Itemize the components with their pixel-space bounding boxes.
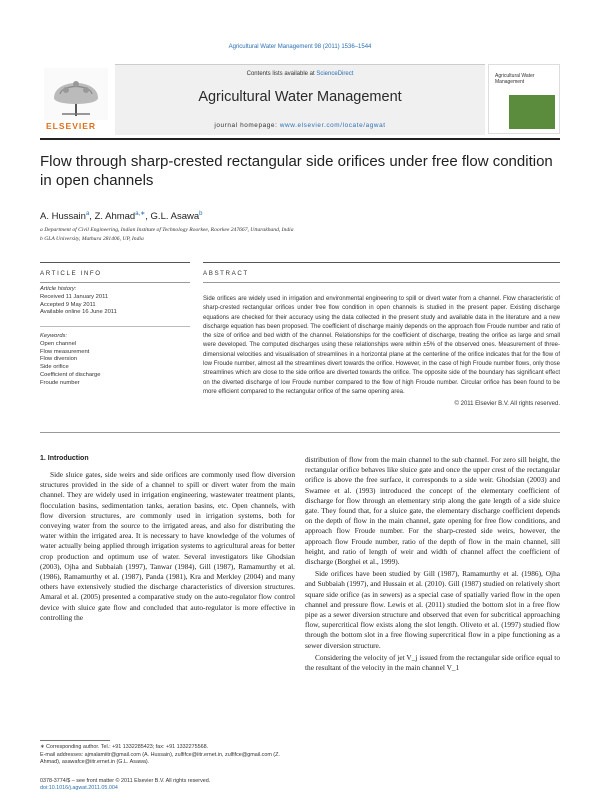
journal-header — [115, 64, 485, 135]
author-name[interactable]: G.L. Asawa — [150, 211, 200, 223]
author-name[interactable]: Z. Ahmad — [94, 211, 136, 223]
cover-image — [509, 95, 555, 129]
journal-cover-thumbnail — [488, 64, 560, 134]
keyword: Coefficient of discharge — [40, 371, 101, 378]
paragraph: Side orifices have been studied by Gill (1987), Ramamurthy et al. (1986), Ojha and Subbaiah (1997), and Hussain et al. (2010). Gill (1987) studied on relatively short square side orifice (as in sewers) as a special case of spatially varied flow in the open channel and pressure flow. Lewis et al. (2011) studied the bottom slot in a free flow pipe as a sewer diversion structure and observed that even for subcritical approaching flow, supercritical flow exists along the slot length. Oliveto et al. (1997) studied flow through the bottom slot in a free flowing supercritical flow in a pipe functioning as a sewer diversion structure. — [305, 569, 560, 650]
issn-line: 0378-3774/$ – see front matter © 2011 Elsevier B.V. All rights reserved. — [40, 778, 211, 784]
keyword: Flow diversion — [40, 356, 78, 363]
divider — [203, 262, 560, 263]
author-affil-marker: b — [199, 211, 203, 217]
header-rule — [40, 138, 560, 140]
affiliation: a Department of Civil Engineering, Indian Institute of Technology Roorkee, Roorkee 247667, Uttarakhand, India — [40, 227, 294, 233]
article-history — [40, 286, 190, 317]
history-item: Accepted 9 May 2011 — [40, 301, 96, 308]
article-info-heading: ARTICLE INFO — [40, 270, 102, 277]
cover-title: Agricultural Water Management — [495, 73, 535, 85]
section-heading: 1. Introduction — [40, 455, 89, 462]
footnotes — [40, 744, 295, 767]
page-footer — [40, 778, 210, 792]
elsevier-logo — [40, 64, 112, 134]
abstract-heading: ABSTRACT — [203, 270, 249, 277]
journal-banner — [40, 64, 560, 134]
corresponding-author-note: ∗ Corresponding author. Tel.: +91 1332285423; fax: +91 1332275568. — [40, 744, 209, 750]
contents-line: Contents lists available at ScienceDirect — [246, 71, 354, 77]
keywords-label: Keywords: — [40, 333, 68, 339]
paragraph: distribution of flow from the main channel to the sub channel. For zero sill height, the rectangular orifice behaves like sluice gate and once the upper crest of the rectangular orifice is above the free surface, it corresponds to a side weir. Ghodsian (2003) and Swamee et al. (1993) introduced the concept of the elementary coefficient of discharge for flow through an elementary strip along the gate length of a side sluice gate. They found that, for a sluice gate, the elementary discharge coefficient depends on the depth of flow in the main channel, gate opening for free flow conditions, and approach flow Froude number. For the sharp-crested side weirs, however, the approach flow Froude number, ratio of the depth of flow in the main channel, sill height, and ratio of length of weir and width of channel affect the coefficient of discharge (Borghei et al., 1999). — [305, 455, 560, 567]
journal-name: Agricultural Water Management — [198, 89, 402, 105]
elsevier-logo-text: ELSEVIER — [46, 121, 97, 131]
divider — [203, 282, 560, 283]
author-name[interactable]: A. Hussain — [40, 211, 86, 223]
history-item: Available online 16 June 2011 — [40, 309, 117, 316]
intro-left-column — [40, 470, 295, 623]
article-title: Flow through sharp-crested rectangular side orifices under free flow condition in open channels — [40, 153, 553, 189]
divider — [40, 432, 560, 433]
history-label: Article history: — [40, 286, 77, 292]
journal-homepage: journal homepage: www.elsevier.com/locate/agwat — [214, 122, 386, 129]
abstract-text: Side orifices are widely used in irrigation and environmental engineering to spill or divert water from a channel. Flow characteristic of sharp-crested rectangular orifices under free flow condition in open channels is studied in the present paper. Existing discharge equations are checked for their accuracy using the data collected in the present study and available data in the literature and a new discharge equation has been proposed. The coefficient of discharge mainly depends on the approach flow Froude number and ratio of the size of orifice and bed width of the channel. Relationships for the coefficient of discharge, treating the orifice as large and small were developed. The computed discharges using these relationships were within ±5% of the observed ones. Measurement of three-dimensional velocities and visualisation of streamlines in a horizontal plane at the centerline of the orifice indicates that for the flow of low Froude number, almost all the streamlines divert towards the orifice. However, in the case of high Froude number flows, only those streamlines which are close to the side orifice are diverted towards the orifice. The opposite side of the boundary has significant effect on the diverted discharge of low Froude number compared to the flow of high Froude number. Circular orifice has been found to be more efficient compared to the rectangular orifice of the same opening area. — [203, 296, 560, 395]
abstract-copyright: © 2011 Elsevier B.V. All rights reserved. — [454, 401, 560, 408]
paragraph: Considering the velocity of jet V_j issued from the rectangular side orifice equal to the resultant of the velocity in the main channel V_1 — [305, 652, 560, 673]
keyword: Flow measurement — [40, 348, 90, 355]
affiliation: b GLA University, Mathura 281406, UP, India — [40, 236, 144, 242]
history-item: Received 11 January 2011 — [40, 293, 109, 300]
journal-citation[interactable]: Agricultural Water Management 98 (2011) 1536–1544 — [228, 44, 372, 50]
keyword: Open channel — [40, 340, 77, 347]
author-list: A. Hussain$^a$, Z. Ahmad$^{a,∗}$, G.L. Asawa$^b$ — [40, 211, 203, 223]
keywords — [40, 333, 190, 388]
footnote-rule — [40, 740, 110, 741]
divider — [40, 262, 190, 263]
author-affil-marker: a — [85, 211, 90, 217]
abstract-body — [203, 295, 560, 410]
divider — [40, 326, 190, 327]
email-addresses[interactable]: E-mail addresses: ajmalamiitr@gmail.com (A. Hussain), zulfifce@iitr.ernet.in, zulfifce@gmail.com (Z. Ahmad), asawafce@iitr.ernet.in (G.L. Asawa). — [40, 751, 280, 766]
homepage-link[interactable]: www.elsevier.com/locate/agwat — [279, 122, 386, 129]
author-affil-marker: a,∗ — [135, 211, 146, 217]
keyword: Froude number — [40, 379, 80, 386]
doi-link[interactable]: doi:10.1016/j.agwat.2011.05.004 — [40, 785, 118, 792]
sciencedirect-link[interactable]: ScienceDirect — [316, 71, 354, 77]
paragraph: Side sluice gates, side weirs and side orifices are commonly used flow diversion structures provided in the side of a channel to spill or divert water from the main channel. They are widely used in irrigation engineering, wastewater treatment plants, flocculation basins, sedimentation tanks, aeration basins, etc. Open channels, with flow diversion structures, are commonly used in irrigation systems, both for conveying water from the source to the irrigated areas, and also for distributing the water within the irrigated area. It is necessary to have knowledge of the volumes of water actually being applied through irrigation systems to agricultural areas for better crop production and optimum use of water. Several investigators like Ghodsian (2003), Ojha and Subbaiah (1997), Tanwar (1984), Gill (1987), Ramamurthy et al. (1986), Ramamurthy et al. (1987), Panda (1981), Kra and Merkley (2004) and many others have extensively studied the discharge characteristics of diversion structures. Amaral et al. (2005) presented a comparative study on the auto-regulator flow control device with sluice gate flow and concluded that auto-regulator is more effective in controlling the — [40, 470, 295, 622]
divider — [40, 282, 190, 283]
keyword: Side orifice — [40, 364, 69, 371]
intro-right-column — [305, 455, 560, 673]
